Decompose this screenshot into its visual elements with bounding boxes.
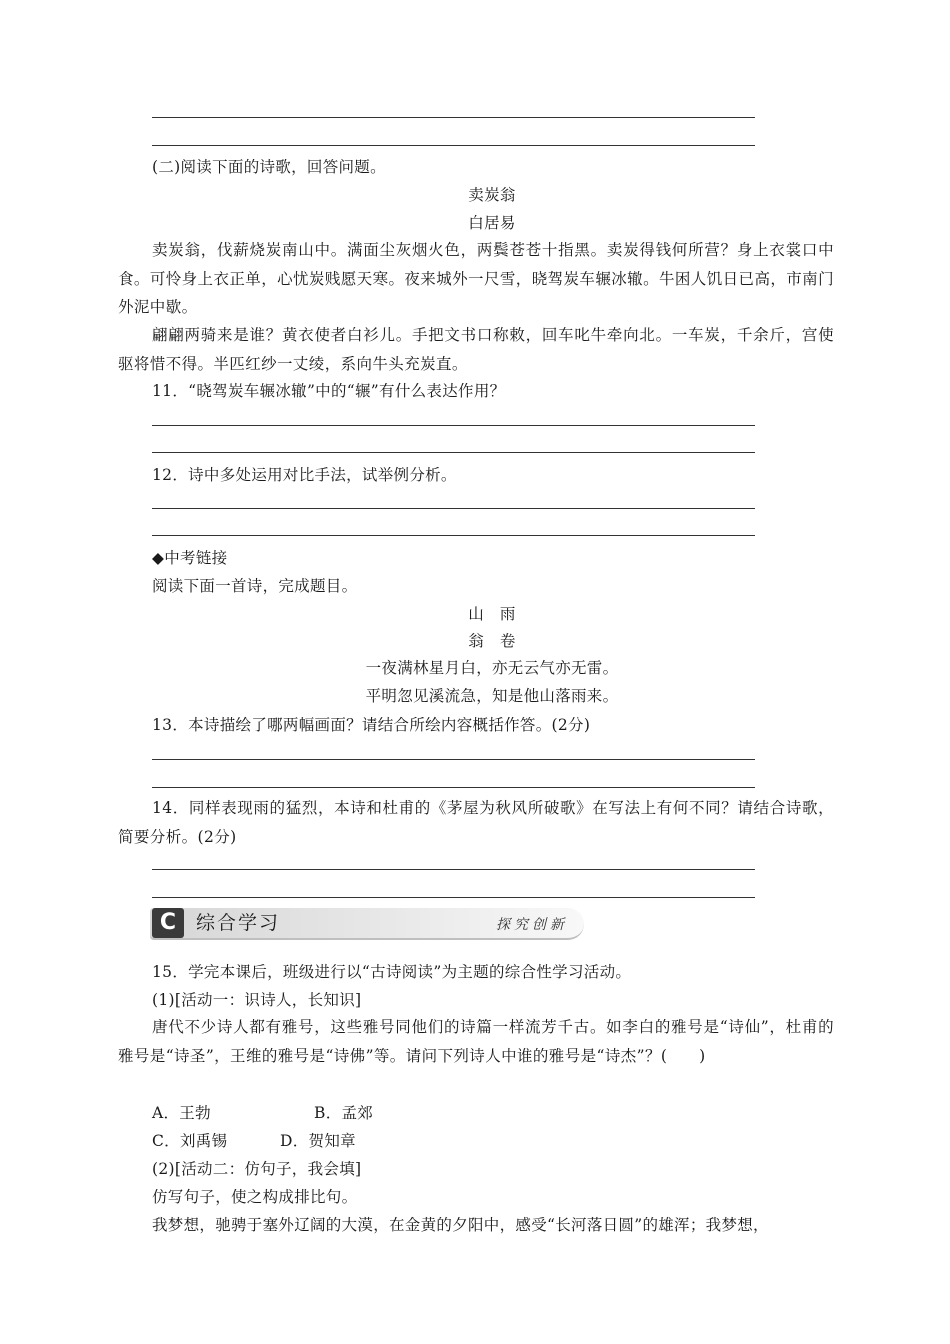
poem-line: 一夜满林星月白，亦无云气亦无雷。	[365, 659, 619, 677]
poem-paragraph: 卖炭翁，伐薪烧炭南山中。满面尘灰烟火色，两鬓苍苍十指黑。卖炭得钱何所营？身上衣裳口中食。可怜身上衣正单，心忧炭贱愿天寒。夜来城外一尺雪，晓驾炭车辗冰辙。牛困人饥日已高，市南门外泥中歇。	[118, 241, 834, 316]
option-c[interactable]: C．刘禹锡	[152, 1132, 228, 1150]
answer-line[interactable]	[152, 897, 755, 898]
poem-title: 山 雨	[468, 605, 516, 623]
section-letter-badge: C	[152, 908, 184, 938]
poem-author: 白居易	[468, 214, 516, 232]
poem-title: 卖炭翁	[468, 186, 516, 204]
activity-2-instruction: 仿写句子，使之构成排比句。	[152, 1188, 358, 1206]
poem-paragraph: 翩翩两骑来是谁？黄衣使者白衫儿。手把文书口称敕，回车叱牛牵向北。一车炭，千余斤，宫使驱将惜不得。半匹红纱一丈绫，系向牛头充炭直。	[118, 326, 834, 373]
activity-2-text: 我梦想，驰骋于塞外辽阔的大漠，在金黄的夕阳中，感受“长河落日圆”的雄浑；我梦想，	[152, 1216, 769, 1234]
answer-line[interactable]	[152, 452, 755, 453]
banner-title: 综合学习	[196, 912, 281, 934]
section-intro: (二)阅读下面的诗歌，回答问题。	[152, 158, 386, 176]
option-b[interactable]: B．孟郊	[314, 1104, 374, 1122]
poem-line: 平明忽见溪流急，知是他山落雨来。	[365, 687, 619, 705]
zhongkao-intro: 阅读下面一首诗，完成题目。	[152, 577, 358, 595]
activity-1-text: 唐代不少诗人都有雅号，这些雅号同他们的诗篇一样流芳千古。如李白的雅号是“诗仙”，杜甫的雅号是“诗圣”，王维的雅号是“诗佛”等。请问下列诗人中谁的雅号是“诗杰”？( )	[118, 1018, 834, 1065]
answer-line[interactable]	[152, 117, 755, 118]
answer-line[interactable]	[152, 535, 755, 536]
question-15: 15．学完本课后，班级进行以“古诗阅读”为主题的综合性学习活动。	[152, 963, 632, 981]
answer-line[interactable]	[152, 145, 755, 146]
zhongkao-heading: ◆中考链接	[152, 549, 228, 567]
poem-author: 翁 卷	[468, 632, 516, 650]
activity-1-title: (1)[活动一：识诗人，长知识]	[152, 991, 362, 1009]
question-14: 14．同样表现雨的猛烈，本诗和杜甫的《茅屋为秋风所破歌》在写法上有何不同？请结合诗歌，简要分析。(2分)	[118, 799, 834, 846]
question-11: 11．“晓驾炭车辗冰辙”中的“辗”有什么表达作用？	[152, 382, 506, 400]
option-d[interactable]: D．贺知章	[280, 1132, 356, 1150]
answer-line[interactable]	[152, 869, 755, 870]
question-12: 12．诗中多处运用对比手法，试举例分析。	[152, 466, 457, 484]
answer-line[interactable]	[152, 508, 755, 509]
answer-line[interactable]	[152, 425, 755, 426]
question-13: 13．本诗描绘了哪两幅画面？请结合所绘内容概括作答。(2分)	[152, 716, 591, 734]
banner-subtitle: 探究创新	[496, 917, 568, 933]
activity-2-title: (2)[活动二：仿句子，我会填]	[152, 1160, 362, 1178]
answer-line[interactable]	[152, 787, 755, 788]
section-banner	[150, 906, 588, 940]
answer-line[interactable]	[152, 759, 755, 760]
option-a[interactable]: A．王勃	[152, 1104, 211, 1122]
